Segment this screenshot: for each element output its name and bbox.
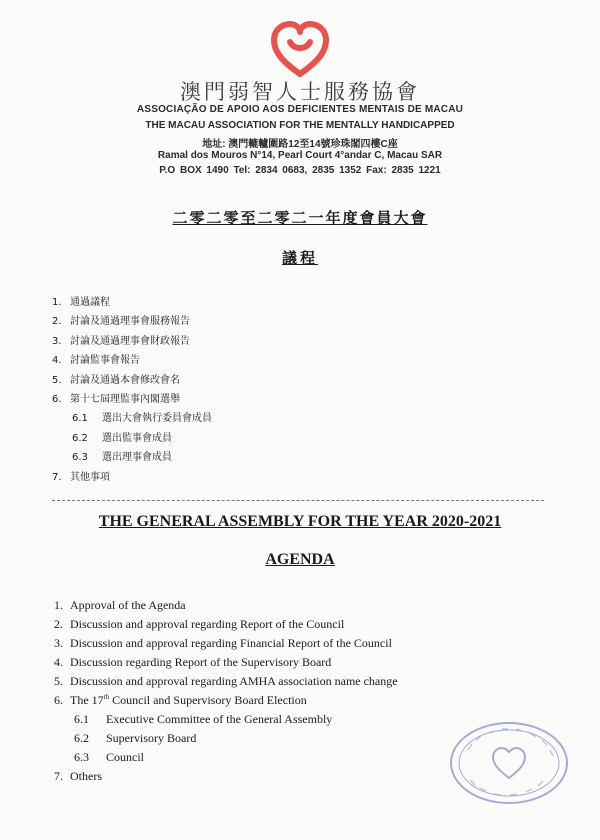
en-agenda-heading: AGENDA — [265, 551, 335, 568]
list-item: 7. Others — [54, 769, 102, 783]
address-portuguese: Ramal dos Mouros N°14, Pearl Court 4°andar C, Macau SAR — [157, 150, 443, 161]
list-subitem: 6.3 Council — [74, 750, 144, 764]
address-chinese: 地址: 澳門轆轤圍路12至14號珍珠閣四樓C座 — [202, 139, 398, 150]
contact-line: P.O BOX 1490 Tel: 2834 0683, 2835 1352 Fax: 2835 1221 — [159, 165, 441, 176]
en-agenda-list — [54, 596, 494, 786]
list-item: 5. Discussion and approval regarding AMHA association name change — [54, 674, 398, 688]
zh-meeting-title: 二零二零至二零二一年度會員大會 — [172, 209, 428, 227]
zh-agenda-list — [52, 293, 472, 487]
org-name-english: THE MACAU ASSOCIATION FOR THE MENTALLY HANDICAPPED — [145, 120, 455, 131]
list-item: 1. Approval of the Agenda — [54, 598, 186, 612]
list-item: 7. 其他事項 — [52, 471, 110, 483]
list-item: 2. 討論及通過理事會服務報告 — [52, 316, 190, 328]
list-subitem: 6.1 Executive Committee of the General Assembly — [74, 712, 333, 726]
association-seal-icon — [448, 720, 570, 806]
org-name-portuguese: ASSOCIAÇÃO DE APOIO AOS DEFICIENTES MENTAIS DE MACAU — [136, 104, 464, 115]
list-subitem: 6.1 選出大會執行委員會成員 — [72, 413, 212, 425]
list-item: 4. Discussion regarding Report of the Supervisory Board — [54, 655, 332, 669]
list-subitem: 6.2 Supervisory Board — [74, 731, 197, 745]
list-item: 5. 討論及通過本會修改會名 — [52, 374, 180, 386]
list-item: 6. 第十七屆理監事內閣選舉 — [52, 393, 180, 405]
org-name-chinese: 澳門弱智人士服務協會 — [180, 80, 420, 104]
list-item: 6. The 17th Council and Supervisory Board Election — [54, 693, 307, 707]
en-meeting-title: THE GENERAL ASSEMBLY FOR THE YEAR 2020-2021 — [98, 513, 502, 530]
list-subitem: 6.2 選出監事會成員 — [72, 432, 172, 444]
list-subitem: 6.3 選出理事會成員 — [72, 452, 172, 464]
list-item: 4. 討論監事會報告 — [52, 355, 140, 367]
list-item: 2. Discussion and approval regarding Report of the Council — [54, 617, 345, 631]
list-item: 3. Discussion and approval regarding Financial Report of the Council — [54, 636, 392, 650]
heart-logo-icon — [268, 20, 332, 78]
list-item: 1. 通過議程 — [52, 297, 110, 308]
section-divider — [52, 500, 544, 501]
zh-agenda-heading: 議程 — [281, 249, 318, 267]
list-item: 3. 討論及通過理事會財政報告 — [52, 335, 190, 347]
